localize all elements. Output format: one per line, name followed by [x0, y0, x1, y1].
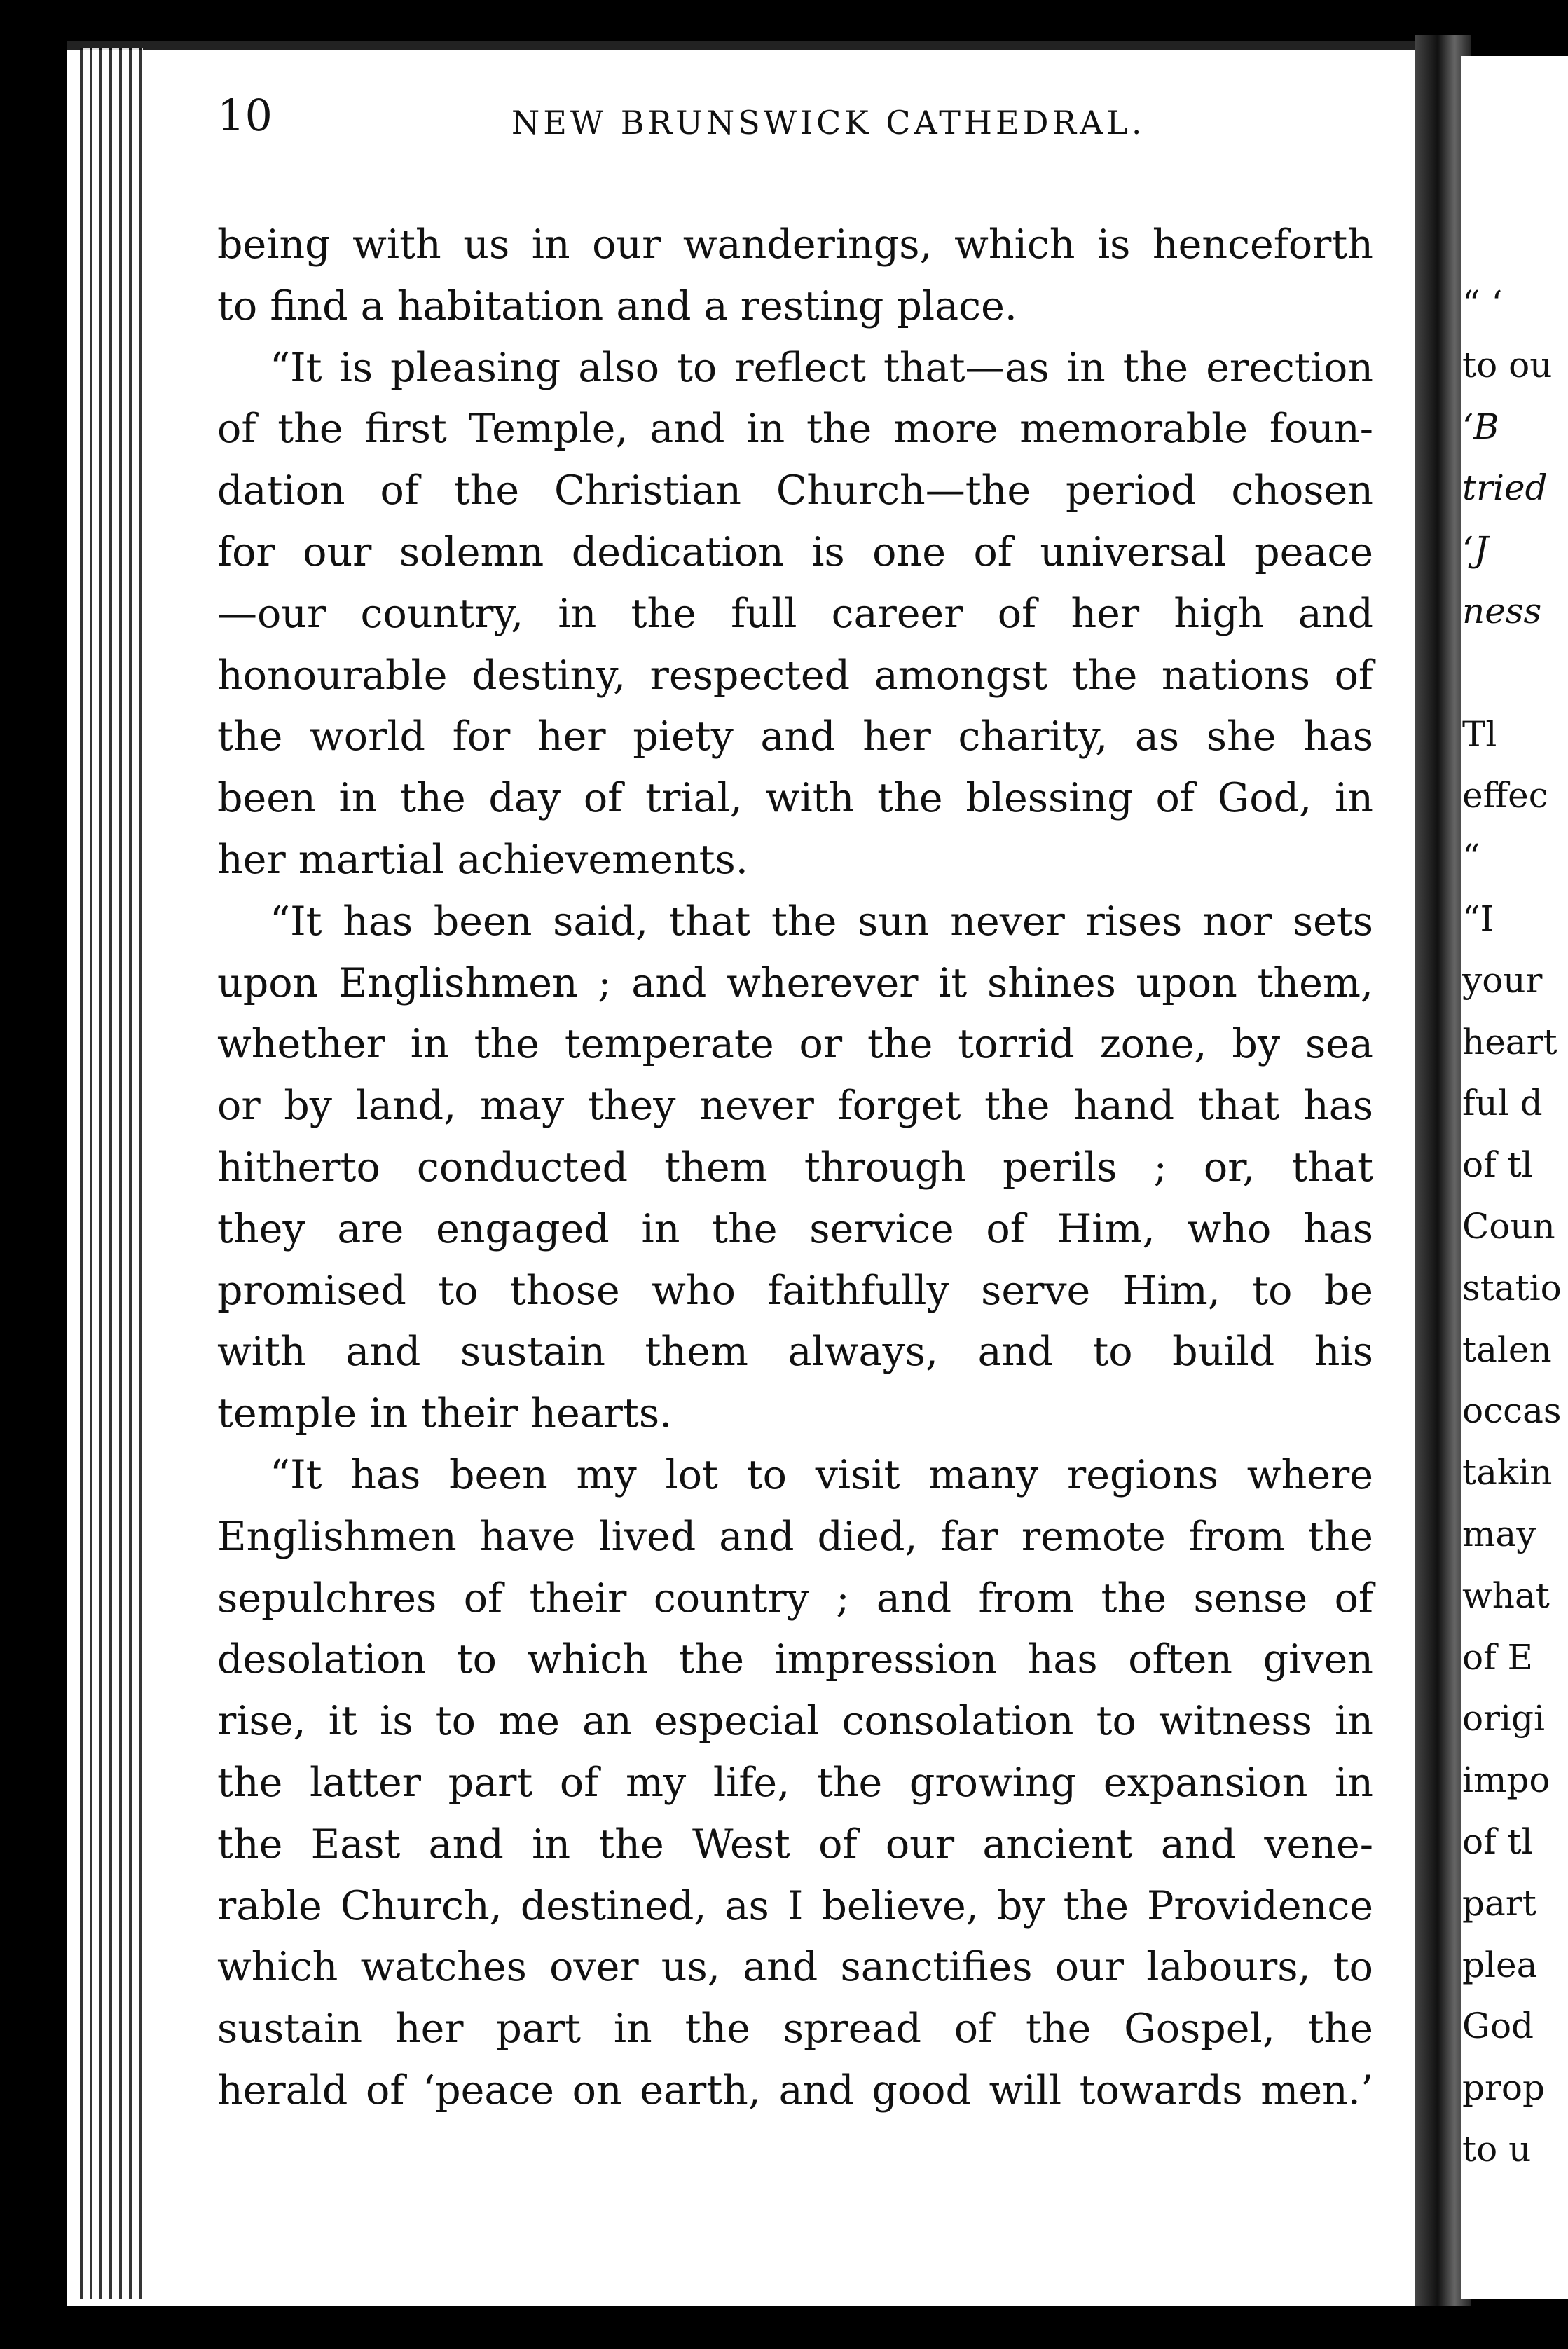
text-fragment: your: [1462, 959, 1543, 1001]
text-fragment: “I: [1462, 898, 1494, 939]
text-fragment: plea: [1462, 1944, 1538, 1985]
text-line: her martial achievements.: [217, 836, 748, 883]
text-line: the East and in the West of our ancient and vene-: [217, 1821, 1373, 1868]
text-line: —our country, in the full career of her high and: [217, 590, 1373, 637]
text-line: herald of ‘peace on earth, and good will towards men.’: [217, 2067, 1373, 2114]
text-line: for our solemn dedication is one of universal peace: [217, 528, 1373, 575]
text-line: honourable destiny, respected amongst the nations of: [217, 652, 1373, 699]
text-line: with and sustain them always, and to build his: [217, 1329, 1373, 1376]
text-fragment: may: [1462, 1513, 1536, 1554]
text-line: the world for her piety and her charity, as she has: [217, 713, 1373, 760]
text-fragment: “ ‘: [1462, 283, 1503, 324]
text-line: rise, it is to me an especial consolation to witness in: [217, 1698, 1373, 1745]
text-fragment: God: [1462, 2006, 1534, 2047]
text-line: rable Church, destined, as I believe, by the Providence: [217, 1882, 1373, 1929]
text-line: upon Englishmen ; and wherever it shines upon them,: [217, 959, 1373, 1006]
text-line: the latter part of my life, the growing expansion in: [217, 1759, 1373, 1806]
text-line: promised to those who faithfully serve Him, to be: [217, 1267, 1373, 1314]
text-fragment: to u: [1462, 2128, 1532, 2170]
text-fragment: of tl: [1462, 1144, 1533, 1186]
text-fragment: what: [1462, 1575, 1550, 1616]
text-fragment: part: [1462, 1882, 1536, 1924]
text-line: of the first Temple, and in the more memorable foun-: [217, 406, 1373, 453]
text-fragment: prop: [1462, 2067, 1546, 2109]
text-line: Englishmen have lived and died, far remote from the: [217, 1513, 1373, 1560]
text-fragment: tried: [1462, 467, 1548, 509]
text-fragment: ‘J: [1462, 529, 1489, 570]
text-fragment: effec: [1462, 775, 1548, 816]
text-line: sepulchres of their country ; and from the sense of: [217, 1575, 1373, 1622]
text-fragment: statio: [1462, 1267, 1562, 1308]
text-fragment: to ou: [1462, 344, 1553, 385]
running-title: NEW BRUNSWICK CATHEDRAL.: [511, 104, 1146, 142]
text-line: whether in the temperate or the torrid zone, by sea: [217, 1021, 1373, 1068]
text-fragment: [1462, 643, 1562, 704]
text-fragment: of tl: [1462, 1821, 1533, 1862]
page-number: 10: [217, 90, 273, 141]
text-line: “It has been my lot to visit many regions where: [270, 1451, 1373, 1498]
text-fragment: of E: [1462, 1636, 1534, 1678]
page-top-edge: [67, 41, 1415, 50]
text-line: being with us in our wanderings, which is henceforth: [217, 221, 1373, 268]
right-page: [1461, 56, 1568, 2299]
text-line: been in the day of trial, with the blessing of God, in: [217, 775, 1373, 822]
text-line: desolation to which the impression has often given: [217, 1636, 1373, 1683]
text-fragment: Coun: [1462, 1205, 1555, 1247]
text-line: temple in their hearts.: [217, 1390, 673, 1437]
text-fragment: ful d: [1462, 1083, 1543, 1124]
text-line: “It is pleasing also to reflect that—as in the erection: [270, 344, 1373, 391]
text-fragment: “: [1462, 837, 1480, 878]
text-fragment: Tl: [1462, 713, 1497, 755]
right-page-text: [1462, 273, 1562, 2181]
text-line: which watches over us, and sanctifies our labours, to: [217, 1944, 1373, 1991]
page-edge-lines: [80, 48, 143, 2299]
text-fragment: ness: [1462, 590, 1542, 631]
text-fragment: takin: [1462, 1452, 1553, 1493]
text-fragment: talen: [1462, 1329, 1552, 1370]
text-line: dation of the Christian Church—the period chosen: [217, 467, 1373, 514]
body-text: [217, 214, 1373, 2122]
text-line: hitherto conducted them through perils ; or, that: [217, 1144, 1373, 1191]
running-head: [217, 90, 1408, 153]
text-fragment: impo: [1462, 1760, 1550, 1801]
text-line: or by land, may they never forget the hand that has: [217, 1083, 1373, 1130]
text-line: “It has been said, that the sun never rises nor sets: [270, 898, 1373, 945]
text-fragment: occas: [1462, 1390, 1562, 1432]
text-line: to find a habitation and a resting place.: [217, 282, 1017, 329]
text-fragment: heart: [1462, 1021, 1557, 1062]
text-fragment: ‘B: [1462, 406, 1499, 447]
text-fragment: origi: [1462, 1698, 1545, 1739]
text-line: they are engaged in the service of Him, who has: [217, 1205, 1373, 1252]
text-line: sustain her part in the spread of the Gospel, the: [217, 2006, 1373, 2053]
